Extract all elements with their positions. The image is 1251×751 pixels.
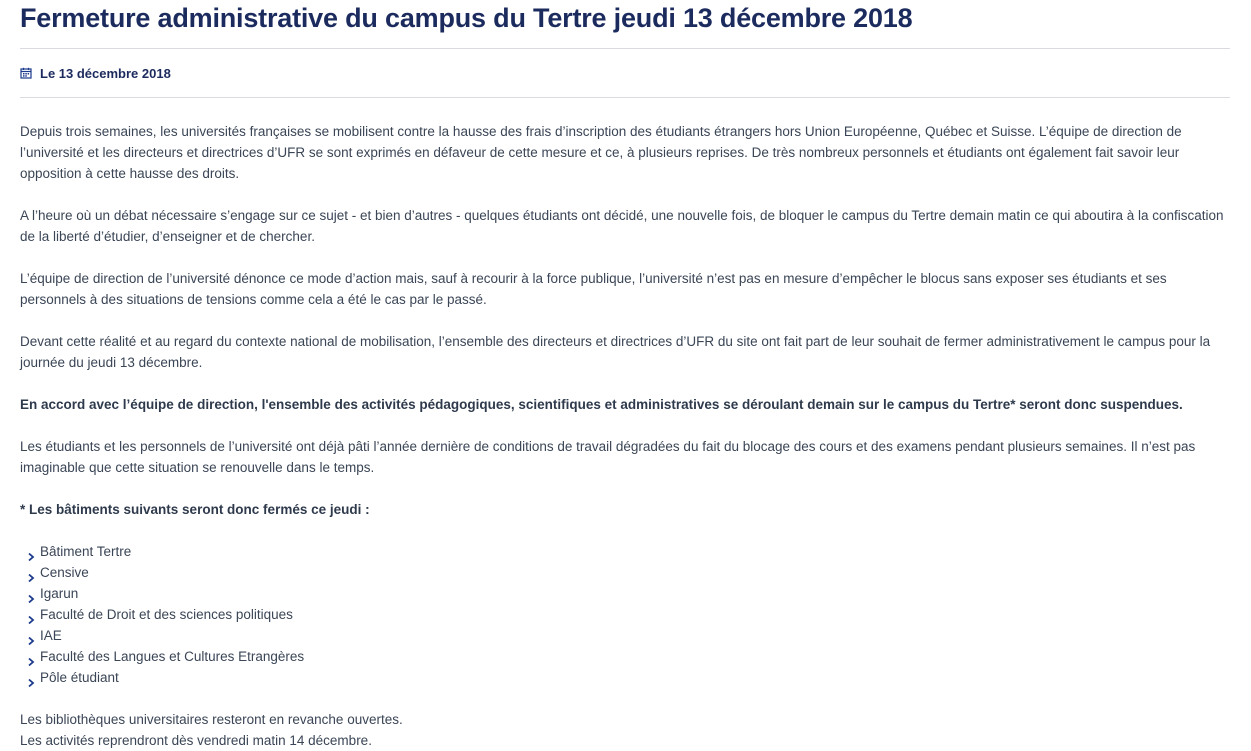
- list-item-label: Igarun: [40, 586, 79, 601]
- chevron-right-icon: [24, 568, 38, 578]
- paragraph: Les étudiants et les personnels de l’université ont déjà pâti l’année dernière de conditions de travail dégradées du fait du blocage des cours et des examens pendant plusieurs semaines. Il n’est pas imaginable que cette situation se renouvelle dans le temps.: [20, 439, 1196, 475]
- list-item: [20, 625, 1230, 646]
- chevron-right-icon: [24, 631, 38, 641]
- list-item: [20, 667, 1230, 688]
- list-item-label: IAE: [40, 628, 62, 643]
- date-label: Le 13 décembre 2018: [40, 65, 171, 81]
- list-item-label: Bâtiment Tertre: [40, 544, 132, 559]
- article-body: [20, 121, 1230, 751]
- buildings-list: [20, 541, 1230, 688]
- chevron-right-icon: [24, 547, 38, 557]
- divider: [20, 97, 1230, 98]
- paragraph: L’équipe de direction de l’université dénonce ce mode d’action mais, sauf à recourir à la force publique, l’université n’est pas en mesure d’empêcher le blocus sans exposer ses étudiants et ses personnels à des situations de tensions comme cela a été le cas par le passé.: [20, 271, 1167, 307]
- page-title: Fermeture administrative du campus du Tertre jeudi 13 décembre 2018: [20, 3, 913, 33]
- paragraph: A l’heure où un débat nécessaire s’engage sur ce sujet - et bien d’autres - quelques étudiants ont décidé, une nouvelle fois, de bloquer le campus du Tertre demain matin ce qui aboutira à la confiscation de la liberté d’étudier, d’enseigner et de chercher.: [20, 208, 1224, 244]
- chevron-right-icon: [24, 673, 38, 683]
- chevron-right-icon: [24, 652, 38, 662]
- paragraph-emphasis: En accord avec l’équipe de direction, l'ensemble des activités pédagogiques, scientifiques et administratives se déroulant demain sur le campus du Tertre* seront donc suspendues.: [20, 397, 1183, 412]
- list-item-label: Faculté de Droit et des sciences politiques: [40, 607, 293, 622]
- list-item: [20, 646, 1230, 667]
- closing-line: Les bibliothèques universitaires resteront en revanche ouvertes.: [20, 712, 403, 727]
- buildings-heading: * Les bâtiments suivants seront donc fermés ce jeudi :: [20, 502, 370, 517]
- divider: [20, 48, 1230, 49]
- list-item: [20, 583, 1230, 604]
- list-item-label: Censive: [40, 565, 89, 580]
- list-item: [20, 604, 1230, 625]
- list-item: [20, 541, 1230, 562]
- closing-line: Les activités reprendront dès vendredi matin 14 décembre.: [20, 733, 372, 748]
- chevron-right-icon: [24, 610, 38, 620]
- list-item-label: Faculté des Langues et Cultures Etrangères: [40, 649, 305, 664]
- publication-date: [20, 63, 171, 83]
- paragraph: Depuis trois semaines, les universités françaises se mobilisent contre la hausse des frais d’inscription des étudiants étrangers hors Union Européenne, Québec et Suisse. L’équipe de direction de l’université et les directeurs et directrices d’UFR se sont exprimés en défaveur de cette mesure et ce, à plusieurs reprises. De très nombreux personnels et étudiants ont également fait savoir leur opposition à cette hausse des droits.: [20, 124, 1182, 181]
- list-item: [20, 562, 1230, 583]
- closing-notes: [20, 709, 1230, 751]
- list-item-label: Pôle étudiant: [40, 670, 119, 685]
- calendar-icon: [20, 67, 32, 79]
- chevron-right-icon: [24, 589, 38, 599]
- paragraph: Devant cette réalité et au regard du contexte national de mobilisation, l’ensemble des directeurs et directrices d’UFR du site ont fait part de leur souhait de fermer administrativement le campus pour la journée du jeudi 13 décembre.: [20, 334, 1211, 370]
